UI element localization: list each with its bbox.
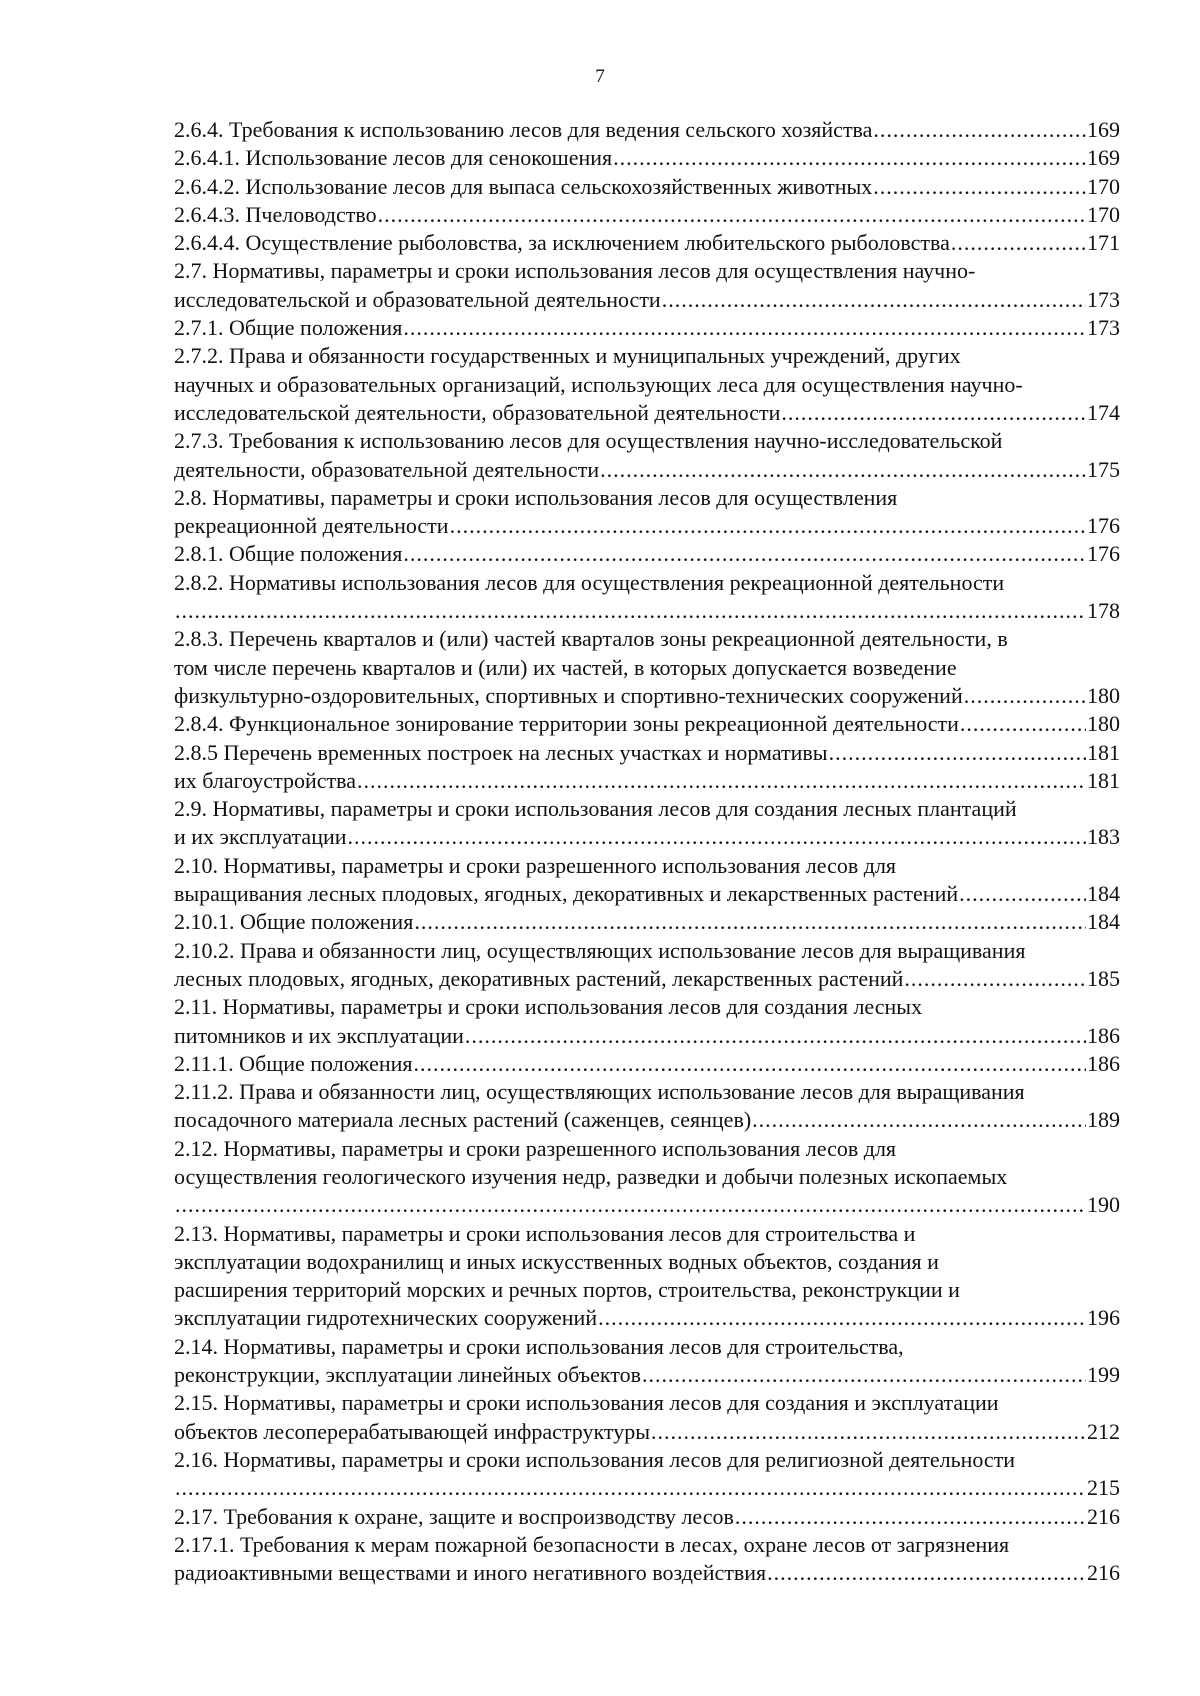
dot-leader xyxy=(403,540,1086,568)
toc-entry-page: 171 xyxy=(1087,230,1120,256)
toc-entry-line xyxy=(174,1022,1120,1050)
toc-entry-text: том числе перечень кварталов и (или) их частей, в которых допускается возведение xyxy=(174,654,957,680)
toc-entry-line xyxy=(174,823,1120,851)
toc-entry-line xyxy=(174,144,1120,172)
toc-entry-line xyxy=(174,1106,1120,1134)
toc-entry[interactable] xyxy=(174,1078,1120,1135)
toc-entry-text: деятельности, образовательной деятельности xyxy=(174,456,600,482)
toc-entry-line xyxy=(174,880,1120,908)
toc-entry-text: 2.10.2. Права и обязанности лиц, осуществляющих использование лесов для выращивания xyxy=(174,937,1026,963)
toc-entry[interactable] xyxy=(174,1503,1120,1531)
toc-entry-text: 2.8.4. Функциональное зонирование территории зоны рекреационной деятельности xyxy=(174,711,959,737)
toc-entry-page: 199 xyxy=(1087,1362,1120,1388)
dot-leader xyxy=(767,1559,1086,1587)
toc-entry-line xyxy=(174,1503,1120,1531)
dot-leader xyxy=(378,201,1086,229)
toc-entry-page: 184 xyxy=(1087,881,1120,907)
toc-entry-text: 2.17. Требования к охране, защите и воспроизводству лесов xyxy=(174,1503,734,1529)
toc-entry-text: и их эксплуатации xyxy=(174,824,347,850)
toc-entry-text: объектов лесоперерабатывающей инфраструктуры xyxy=(174,1418,651,1444)
toc-entry-text: 2.16. Нормативы, параметры и сроки использования лесов для религиозной деятельности xyxy=(174,1446,1016,1472)
dot-leader xyxy=(642,1361,1086,1389)
dot-leader xyxy=(348,823,1086,851)
dot-leader xyxy=(403,314,1086,342)
toc-entry-page: 173 xyxy=(1087,315,1120,341)
toc-entry[interactable] xyxy=(174,739,1120,767)
toc-entry-text: 2.9. Нормативы, параметры и сроки использования лесов для создания лесных плантаций xyxy=(174,796,1017,822)
toc-entry-page: 178 xyxy=(1087,598,1120,624)
toc-entry[interactable] xyxy=(174,116,1120,144)
toc-entry-text: реконструкции, эксплуатации линейных объектов xyxy=(174,1362,641,1388)
toc-entry-line xyxy=(174,710,1120,738)
toc-entry[interactable] xyxy=(174,1135,1120,1220)
toc-entry-text: 2.17.1. Требования к мерам пожарной безопасности в лесах, охране лесов от загрязнения xyxy=(174,1531,1010,1557)
toc-entry-line xyxy=(174,229,1120,257)
toc-entry[interactable] xyxy=(174,1333,1120,1390)
dot-leader xyxy=(598,1304,1086,1332)
dot-leader xyxy=(651,1418,1086,1446)
toc-entry-line xyxy=(174,1050,1120,1078)
toc-entry-text: научных и образовательных организаций, использующих леса для осуществления научно- xyxy=(174,371,1023,397)
dot-leader xyxy=(964,682,1086,710)
toc-entry-text: 2.11.2. Права и обязанности лиц, осуществляющих использование лесов для выращивания xyxy=(174,1079,1025,1105)
toc-entry-text: 2.6.4.3. Пчеловодство xyxy=(174,201,377,227)
toc-entry[interactable] xyxy=(174,1389,1120,1446)
dot-leader xyxy=(175,1191,1086,1219)
toc-entry-line xyxy=(174,1418,1120,1446)
toc-entry-text: 2.15. Нормативы, параметры и сроки использования лесов для создания и эксплуатации xyxy=(174,1390,999,1416)
toc-entry-page: 169 xyxy=(1087,117,1120,142)
dot-leader xyxy=(175,597,1086,625)
toc-entry-text: эксплуатации гидротехнических сооружений xyxy=(174,1305,598,1331)
toc-entry[interactable] xyxy=(174,484,1120,541)
dot-leader xyxy=(873,173,1086,201)
toc-entry-line xyxy=(174,540,1120,568)
dot-leader xyxy=(735,1503,1086,1531)
toc-entry-text: физкультурно-оздоровительных, спортивных и спортивно-технических сооружений xyxy=(174,682,963,708)
toc-entry-line xyxy=(174,1474,1120,1502)
toc-entry-line xyxy=(174,739,1120,767)
toc-entry[interactable] xyxy=(174,625,1120,710)
toc-entry[interactable] xyxy=(174,852,1120,909)
toc-entry-line xyxy=(174,597,1120,625)
toc-entry[interactable] xyxy=(174,342,1120,427)
toc-entry-text: 2.8.1. Общие положения xyxy=(174,541,403,567)
toc-entry-text: рекреационной деятельности xyxy=(174,513,449,539)
dot-leader xyxy=(662,286,1086,314)
dot-leader xyxy=(600,456,1086,484)
toc-entry-text: их благоустройства xyxy=(174,767,356,793)
page-number: 7 xyxy=(595,66,605,87)
toc-entry[interactable] xyxy=(174,201,1120,229)
toc-entry[interactable] xyxy=(174,710,1120,738)
toc-entry-line xyxy=(174,399,1120,427)
toc-entry-page: 190 xyxy=(1087,1192,1120,1218)
toc-entry-line xyxy=(174,682,1120,710)
dot-leader xyxy=(414,1050,1087,1078)
toc-entry-page: 216 xyxy=(1087,1503,1120,1529)
toc-entry-text: 2.10. Нормативы, параметры и сроки разрешенного использования лесов для xyxy=(174,852,897,878)
dot-leader xyxy=(873,116,1086,144)
toc-entry-line xyxy=(174,908,1120,936)
dot-leader xyxy=(904,965,1086,993)
toc-entry-line xyxy=(174,1191,1120,1219)
toc-entry-text: 2.13. Нормативы, параметры и сроки использования лесов для строительства и xyxy=(174,1220,916,1246)
toc-entry-text: 2.11.1. Общие положения xyxy=(174,1050,413,1076)
dot-leader xyxy=(752,1106,1086,1134)
toc-entry-text: эксплуатации водохранилищ и иных искусственных водных объектов, создания и xyxy=(174,1248,939,1274)
dot-leader xyxy=(175,1474,1086,1502)
dot-leader xyxy=(959,880,1086,908)
toc-entry-page: 176 xyxy=(1087,513,1120,539)
toc-entry-page: 215 xyxy=(1087,1475,1120,1501)
dot-leader xyxy=(414,908,1086,936)
toc-entry[interactable] xyxy=(174,937,1120,994)
toc-entry-line xyxy=(174,965,1120,993)
toc-entry[interactable] xyxy=(174,314,1120,342)
toc-entry-page: 216 xyxy=(1087,1560,1120,1586)
toc-entry-text: 2.8.2. Нормативы использования лесов для осуществления рекреационной деятельности xyxy=(174,569,1005,595)
toc-entry-page: 180 xyxy=(1087,711,1120,737)
toc-entry-text: исследовательской и образовательной деятельности xyxy=(174,286,661,312)
toc-entry-line xyxy=(174,456,1120,484)
dot-leader xyxy=(829,739,1086,767)
toc-entry-text: 2.14. Нормативы, параметры и сроки использования лесов для строительства, xyxy=(174,1333,904,1359)
toc-entry-text: исследовательской деятельности, образовательной деятельности xyxy=(174,399,781,425)
toc-entry-text: лесных плодовых, ягодных, декоративных растений, лекарственных растений xyxy=(174,965,904,991)
toc-entry[interactable] xyxy=(174,908,1120,936)
toc-entry-text: расширения территорий морских и речных портов, строительства, реконструкции и xyxy=(174,1277,960,1303)
dot-leader xyxy=(951,229,1086,257)
toc-entry[interactable] xyxy=(174,1220,1120,1333)
toc-entry-page: 176 xyxy=(1087,541,1120,567)
toc-entry-line xyxy=(174,314,1120,342)
toc-entry-text: 2.8.3. Перечень кварталов и (или) частей кварталов зоны рекреационной деятельности, в xyxy=(174,626,1008,652)
toc-entry-text: 2.7.2. Права и обязанности государственных и муниципальных учреждений, других xyxy=(174,343,961,369)
toc-entry[interactable] xyxy=(174,173,1120,201)
toc-entry-text: питомников и их эксплуатации xyxy=(174,1022,464,1048)
dot-leader xyxy=(465,1022,1086,1050)
toc-entry-page: 180 xyxy=(1087,682,1120,708)
toc-entry-page: 196 xyxy=(1087,1305,1120,1331)
toc-entry-line xyxy=(174,286,1120,314)
toc-entry-text: 2.11. Нормативы, параметры и сроки использования лесов для создания лесных xyxy=(174,994,923,1020)
toc-entry-text: 2.8. Нормативы, параметры и сроки использования лесов для осуществления xyxy=(174,484,898,510)
toc-entry-page: 185 xyxy=(1087,965,1120,991)
toc-entry[interactable] xyxy=(174,229,1120,257)
dot-leader xyxy=(613,144,1086,172)
toc-entry-page: 174 xyxy=(1087,399,1120,425)
toc-entry-line xyxy=(174,173,1120,201)
toc-entry-line xyxy=(174,116,1120,144)
toc-entry-page: 175 xyxy=(1087,456,1120,482)
toc-entry[interactable] xyxy=(174,795,1120,852)
toc-entry-text: 2.12. Нормативы, параметры и сроки разрешенного использования лесов для xyxy=(174,1135,897,1161)
toc-entry[interactable] xyxy=(174,767,1120,795)
toc-entry-text: 2.8.5 Перечень временных построек на лесных участках и нормативы xyxy=(174,739,828,765)
toc-entry-line xyxy=(174,1304,1120,1332)
toc-entry-text: посадочного материала лесных растений (саженцев, сеянцев) xyxy=(174,1107,752,1133)
toc-entry[interactable] xyxy=(174,993,1120,1050)
toc-entry-page: 170 xyxy=(1087,201,1120,227)
toc-entry[interactable] xyxy=(174,569,1120,626)
toc-entry[interactable] xyxy=(174,257,1120,314)
toc-entry[interactable] xyxy=(174,1050,1120,1078)
toc-entry-text: 2.10.1. Общие положения xyxy=(174,909,414,935)
toc-entry-page: 169 xyxy=(1087,145,1120,171)
dot-leader xyxy=(781,399,1086,427)
dot-leader xyxy=(960,710,1086,738)
toc-entry-text: 2.6.4. Требования к использованию лесов для ведения сельского хозяйства xyxy=(174,117,873,142)
toc-entry-page: 184 xyxy=(1087,909,1120,935)
toc-entry[interactable] xyxy=(174,427,1120,484)
dot-leader xyxy=(450,512,1086,540)
toc-entry-line xyxy=(174,1559,1120,1587)
toc-entry-line xyxy=(174,767,1120,795)
toc-entry-page: 181 xyxy=(1087,739,1120,765)
toc-entry-text: 2.7. Нормативы, параметры и сроки использования лесов для осуществления научно- xyxy=(174,258,976,284)
toc-entry-text: выращивания лесных плодовых, ягодных, декоративных и лекарственных растений xyxy=(174,881,959,907)
toc-entry-page: 170 xyxy=(1087,173,1120,199)
toc-entry[interactable] xyxy=(174,540,1120,568)
toc-entry-text: радиоактивными веществами и иного негативного воздействия xyxy=(174,1560,767,1586)
toc-entry-text: осуществления геологического изучения недр, разведки и добычи полезных ископаемых xyxy=(174,1163,1008,1189)
toc-entry[interactable] xyxy=(174,1531,1120,1588)
toc-entry[interactable] xyxy=(174,1446,1120,1503)
toc-entry-line xyxy=(174,1361,1120,1389)
toc-entry-text: 2.6.4.2. Использование лесов для выпаса сельскохозяйственных животных xyxy=(174,173,873,199)
table-of-contents xyxy=(174,116,1120,1587)
toc-entry-text: 2.7.1. Общие положения xyxy=(174,315,403,341)
toc-entry[interactable] xyxy=(174,144,1120,172)
toc-entry-page: 189 xyxy=(1087,1107,1120,1133)
toc-entry-page: 183 xyxy=(1087,824,1120,850)
toc-entry-text: 2.7.3. Требования к использованию лесов для осуществления научно-исследовательской xyxy=(174,428,1003,454)
toc-entry-line xyxy=(174,201,1120,229)
toc-entry-text: 2.6.4.4. Осуществление рыболовства, за исключением любительского рыболовства xyxy=(174,230,950,256)
toc-entry-page: 181 xyxy=(1087,767,1120,793)
toc-entry-page: 186 xyxy=(1087,1022,1120,1048)
toc-entry-page: 212 xyxy=(1087,1418,1120,1444)
dot-leader xyxy=(357,767,1086,795)
toc-entry-line xyxy=(174,512,1120,540)
toc-entry-page: 186 xyxy=(1087,1050,1120,1076)
toc-entry-text: 2.6.4.1. Использование лесов для сенокошения xyxy=(174,145,613,171)
toc-entry-page: 173 xyxy=(1087,286,1120,312)
